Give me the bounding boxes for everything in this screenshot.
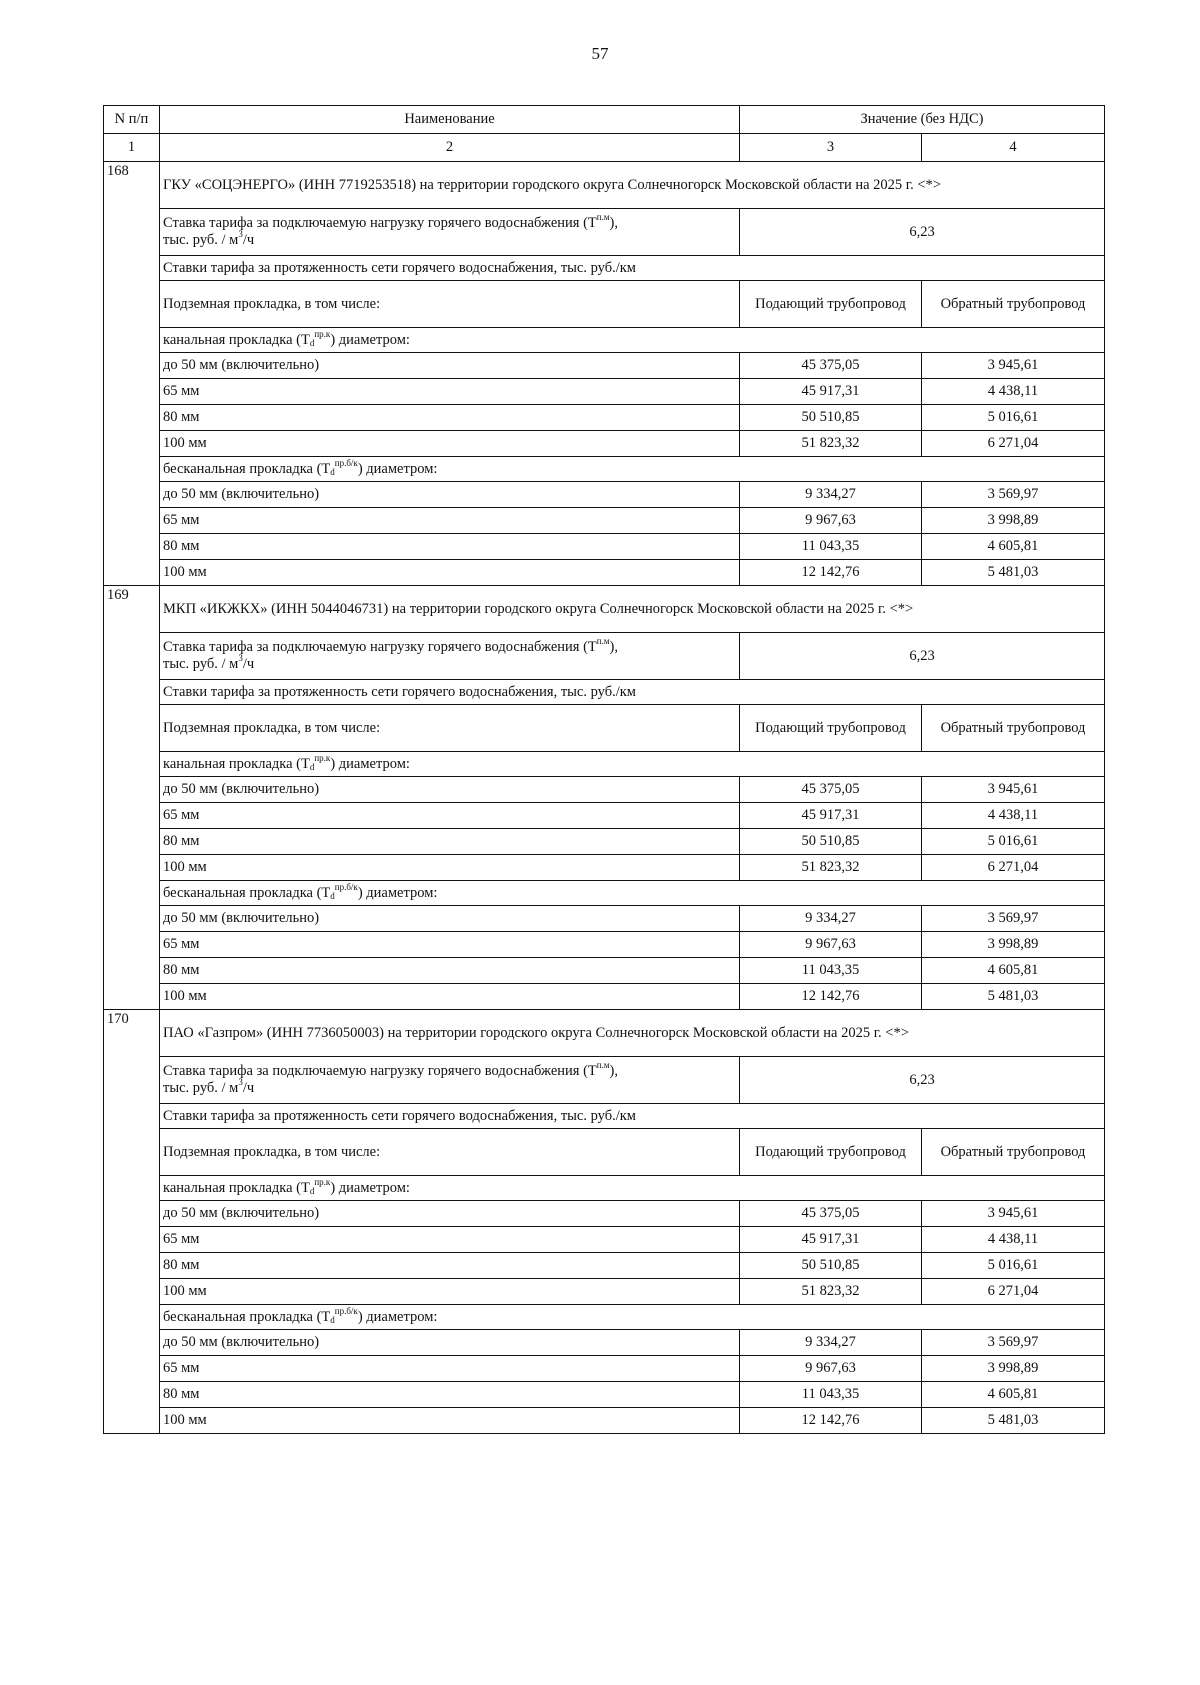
table-row: [104, 508, 1105, 534]
diameter-cell: 65 мм: [160, 379, 740, 405]
supply-value-cell: 9 967,63: [740, 932, 922, 958]
connection-rate-value: 6,23: [740, 209, 1105, 256]
supply-value-cell: 45 375,05: [740, 353, 922, 379]
underground-label: Подземная прокладка, в том числе:: [160, 281, 740, 328]
return-value-cell: 3 569,97: [922, 906, 1105, 932]
supply-value-cell: 11 043,35: [740, 958, 922, 984]
return-value-cell: 3 998,89: [922, 1356, 1105, 1382]
table-row: [104, 829, 1105, 855]
diameter-cell: 65 мм: [160, 932, 740, 958]
rate-unit-exp: 3: [238, 653, 243, 663]
return-pipe-header: Обратный трубопровод: [922, 705, 1105, 752]
diameter-cell: до 50 мм (включительно): [160, 777, 740, 803]
channelless-label-suffix: ) диаметром:: [357, 884, 438, 901]
table-row: [104, 777, 1105, 803]
diameter-cell: до 50 мм (включительно): [160, 482, 740, 508]
channelless-label-prefix: бесканальная прокладка (Т: [163, 460, 331, 477]
rate-unit-suffix: /ч: [242, 656, 255, 672]
diameter-cell: 100 мм: [160, 1279, 740, 1305]
return-value-cell: 3 945,61: [922, 777, 1105, 803]
diameter-cell: 65 мм: [160, 1356, 740, 1382]
length-rates-row: [104, 1104, 1105, 1129]
section-number: 168: [104, 162, 160, 586]
supply-value-cell: 45 917,31: [740, 1227, 922, 1253]
diameter-cell: 80 мм: [160, 534, 740, 560]
table-row: [104, 1279, 1105, 1305]
return-value-cell: 3 569,97: [922, 1330, 1105, 1356]
supply-value-cell: 11 043,35: [740, 534, 922, 560]
channelless-label-sup: пр.б/к: [334, 457, 358, 468]
table-row: [104, 1356, 1105, 1382]
channelless-label-prefix: бесканальная прокладка (Т: [163, 884, 331, 901]
supply-value-cell: 51 823,32: [740, 855, 922, 881]
return-value-cell: 5 016,61: [922, 405, 1105, 431]
channelless-laying-row: [104, 1305, 1105, 1330]
diameter-cell: до 50 мм (включительно): [160, 1330, 740, 1356]
channel-label-sup: пр.к: [314, 1176, 331, 1187]
diameter-cell: 80 мм: [160, 1382, 740, 1408]
header-name: Наименование: [160, 106, 740, 134]
return-value-cell: 4 605,81: [922, 534, 1105, 560]
length-rates-label: Ставки тарифа за протяженность сети горячего водоснабжения, тыс. руб./км: [160, 256, 1105, 281]
table-row: [104, 534, 1105, 560]
return-value-cell: 5 481,03: [922, 1408, 1105, 1434]
rate-unit: тыс. руб. / м: [163, 656, 239, 672]
supply-value-cell: 12 142,76: [740, 1408, 922, 1434]
return-value-cell: 6 271,04: [922, 1279, 1105, 1305]
table-row: [104, 958, 1105, 984]
rate-symbol-sup: п.м: [596, 636, 610, 647]
rate-symbol: Т: [587, 1063, 597, 1080]
section-header-row: [104, 1010, 1105, 1057]
channel-label-sub: d: [309, 1185, 315, 1196]
channel-laying-row: [104, 752, 1105, 777]
supply-pipe-header: Подающий трубопровод: [740, 1129, 922, 1176]
return-value-cell: 4 438,11: [922, 803, 1105, 829]
supply-value-cell: 11 043,35: [740, 1382, 922, 1408]
pipes-header-row: [104, 705, 1105, 752]
connection-rate-label: Ставка тарифа за подключаемую нагрузку горячего водоснабжения $(Т^{п.м})$, тыс. руб. / $м^3/ч$: [160, 209, 740, 256]
supply-value-cell: 51 823,32: [740, 1279, 922, 1305]
channelless-label-sub: d: [330, 466, 335, 477]
length-rates-label: Ставки тарифа за протяженность сети горячего водоснабжения, тыс. руб./км: [160, 1104, 1105, 1129]
supply-value-cell: 45 917,31: [740, 379, 922, 405]
rate-unit-exp: 3: [238, 1077, 243, 1087]
connection-rate-row: [104, 1057, 1105, 1104]
table-row: [104, 379, 1105, 405]
channel-label-suffix: ) диаметром:: [330, 755, 410, 772]
channelless-laying-row: [104, 881, 1105, 906]
table-row: [104, 1382, 1105, 1408]
rate-unit-suffix: /ч: [242, 1080, 255, 1096]
channelless-laying-row: [104, 457, 1105, 482]
diameter-cell: 100 мм: [160, 1408, 740, 1434]
return-value-cell: 6 271,04: [922, 431, 1105, 457]
return-value-cell: 3 569,97: [922, 482, 1105, 508]
channel-laying-label: [160, 328, 1105, 353]
diameter-cell: 65 мм: [160, 1227, 740, 1253]
table-row: [104, 984, 1105, 1010]
connection-rate-value: 6,23: [740, 633, 1105, 680]
table-row: [104, 1253, 1105, 1279]
channel-laying-label: [160, 752, 1105, 777]
page-number: 57: [591, 44, 609, 63]
channel-label-prefix: канальная прокладка (Т: [163, 755, 310, 772]
length-rates-label: Ставки тарифа за протяженность сети горячего водоснабжения, тыс. руб./км: [160, 680, 1105, 705]
rate-unit-suffix: /ч: [242, 232, 255, 248]
table-row: [104, 560, 1105, 586]
supply-value-cell: 51 823,32: [740, 431, 922, 457]
rate-label-text: Ставка тарифа за подключаемую нагрузку горячего водоснабжения: [163, 639, 580, 656]
rate-unit: тыс. руб. / м: [163, 232, 239, 248]
section-header-row: [104, 162, 1105, 209]
channelless-label-sup: пр.б/к: [334, 1305, 358, 1316]
column-number-2: 2: [160, 134, 740, 162]
diameter-cell: 100 мм: [160, 984, 740, 1010]
supply-value-cell: 9 967,63: [740, 1356, 922, 1382]
supply-value-cell: 9 334,27: [740, 1330, 922, 1356]
underground-label: Подземная прокладка, в том числе:: [160, 1129, 740, 1176]
rate-symbol: Т: [587, 215, 597, 232]
rate-unit-exp: 3: [238, 229, 243, 239]
supply-value-cell: 45 375,05: [740, 777, 922, 803]
connection-rate-row: [104, 209, 1105, 256]
diameter-cell: до 50 мм (включительно): [160, 1201, 740, 1227]
supply-value-cell: 9 334,27: [740, 906, 922, 932]
organization-name: ПАО «Газпром» (ИНН 7736050003) на территории городского округа Солнечногорск Московской области на 2025 г. <*>: [160, 1010, 1105, 1057]
supply-value-cell: 50 510,85: [740, 1253, 922, 1279]
rate-symbol-sup: п.м: [596, 212, 610, 223]
header-value: Значение (без НДС): [740, 106, 1105, 134]
channel-laying-row: [104, 328, 1105, 353]
return-value-cell: 5 481,03: [922, 984, 1105, 1010]
return-value-cell: 3 945,61: [922, 353, 1105, 379]
organization-name: ГКУ «СОЦЭНЕРГО» (ИНН 7719253518) на территории городского округа Солнечногорск Московской области на 2025 г. <*>: [160, 162, 1105, 209]
supply-value-cell: 9 967,63: [740, 508, 922, 534]
channel-label-sup: пр.к: [314, 752, 331, 763]
return-value-cell: 5 481,03: [922, 560, 1105, 586]
return-value-cell: 3 998,89: [922, 508, 1105, 534]
connection-rate-value: 6,23: [740, 1057, 1105, 1104]
channel-label-sub: d: [309, 337, 315, 348]
channel-label-sub: d: [309, 761, 315, 772]
channelless-label-sup: пр.б/к: [334, 881, 358, 892]
table-row: [104, 431, 1105, 457]
table-row: [104, 932, 1105, 958]
length-rates-row: [104, 680, 1105, 705]
organization-name: МКП «ИКЖКХ» (ИНН 5044046731) на территории городского округа Солнечногорск Московской области на 2025 г. <*>: [160, 586, 1105, 633]
table-row: [104, 906, 1105, 932]
pipes-header-row: [104, 1129, 1105, 1176]
supply-value-cell: 12 142,76: [740, 984, 922, 1010]
supply-pipe-header: Подающий трубопровод: [740, 705, 922, 752]
diameter-cell: 100 мм: [160, 431, 740, 457]
channelless-laying-label: [160, 1305, 1105, 1330]
channel-label-prefix: канальная прокладка (Т: [163, 1179, 310, 1196]
diameter-cell: 80 мм: [160, 958, 740, 984]
channelless-laying-label: [160, 457, 1105, 482]
connection-rate-row: [104, 633, 1105, 680]
diameter-cell: 65 мм: [160, 803, 740, 829]
return-value-cell: 4 605,81: [922, 1382, 1105, 1408]
table-row: [104, 1330, 1105, 1356]
return-value-cell: 5 016,61: [922, 1253, 1105, 1279]
diameter-cell: 100 мм: [160, 560, 740, 586]
return-value-cell: 6 271,04: [922, 855, 1105, 881]
return-value-cell: 4 438,11: [922, 1227, 1105, 1253]
column-number-1: 1: [104, 134, 160, 162]
channelless-label-suffix: ) диаметром:: [357, 1308, 438, 1325]
channel-label-suffix: ) диаметром:: [330, 331, 410, 348]
diameter-cell: 80 мм: [160, 1253, 740, 1279]
table-row: [104, 353, 1105, 379]
table-row: [104, 1408, 1105, 1434]
return-value-cell: 3 998,89: [922, 932, 1105, 958]
section-number: 170: [104, 1010, 160, 1434]
rate-symbol: Т: [587, 639, 597, 656]
diameter-cell: 80 мм: [160, 405, 740, 431]
connection-rate-label: Ставка тарифа за подключаемую нагрузку горячего водоснабжения $(Т^{п.м})$, тыс. руб. / $м^3/ч$: [160, 633, 740, 680]
supply-value-cell: 50 510,85: [740, 829, 922, 855]
channelless-label-suffix: ) диаметром:: [357, 460, 438, 477]
return-value-cell: 3 945,61: [922, 1201, 1105, 1227]
supply-value-cell: 45 917,31: [740, 803, 922, 829]
channelless-label-sub: d: [330, 1314, 335, 1325]
supply-value-cell: 50 510,85: [740, 405, 922, 431]
table-row: [104, 1227, 1105, 1253]
channel-laying-row: [104, 1176, 1105, 1201]
column-number-4: 4: [922, 134, 1105, 162]
return-value-cell: 4 438,11: [922, 379, 1105, 405]
table-row: [104, 803, 1105, 829]
table-row: [104, 405, 1105, 431]
rate-label-text: Ставка тарифа за подключаемую нагрузку горячего водоснабжения: [163, 1063, 580, 1080]
pipes-header-row: [104, 281, 1105, 328]
channel-label-prefix: канальная прокладка (Т: [163, 331, 310, 348]
rate-unit: тыс. руб. / м: [163, 1080, 239, 1096]
diameter-cell: до 50 мм (включительно): [160, 906, 740, 932]
underground-label: Подземная прокладка, в том числе:: [160, 705, 740, 752]
table-row: [104, 482, 1105, 508]
channelless-laying-label: [160, 881, 1105, 906]
return-value-cell: 4 605,81: [922, 958, 1105, 984]
section-header-row: [104, 586, 1105, 633]
supply-value-cell: 45 375,05: [740, 1201, 922, 1227]
length-rates-row: [104, 256, 1105, 281]
rate-symbol-sup: п.м: [596, 1060, 610, 1071]
connection-rate-label: Ставка тарифа за подключаемую нагрузку горячего водоснабжения $(Т^{п.м})$, тыс. руб. / $м^3/ч$: [160, 1057, 740, 1104]
supply-value-cell: 12 142,76: [740, 560, 922, 586]
table-row: [104, 855, 1105, 881]
diameter-cell: 65 мм: [160, 508, 740, 534]
diameter-cell: 100 мм: [160, 855, 740, 881]
section-number: 169: [104, 586, 160, 1010]
channelless-label-prefix: бесканальная прокладка (Т: [163, 1308, 331, 1325]
channel-laying-label: [160, 1176, 1105, 1201]
table-row: [104, 1201, 1105, 1227]
column-number-3: 3: [740, 134, 922, 162]
channel-label-sup: пр.к: [314, 328, 331, 339]
header-num: N п/п: [104, 106, 160, 134]
channelless-label-sub: d: [330, 890, 335, 901]
supply-value-cell: 9 334,27: [740, 482, 922, 508]
channel-label-suffix: ) диаметром:: [330, 1179, 410, 1196]
return-pipe-header: Обратный трубопровод: [922, 1129, 1105, 1176]
rate-label-text: Ставка тарифа за подключаемую нагрузку горячего водоснабжения: [163, 215, 580, 232]
diameter-cell: до 50 мм (включительно): [160, 353, 740, 379]
diameter-cell: 80 мм: [160, 829, 740, 855]
supply-pipe-header: Подающий трубопровод: [740, 281, 922, 328]
return-pipe-header: Обратный трубопровод: [922, 281, 1105, 328]
tariff-table: [103, 105, 1105, 1434]
return-value-cell: 5 016,61: [922, 829, 1105, 855]
